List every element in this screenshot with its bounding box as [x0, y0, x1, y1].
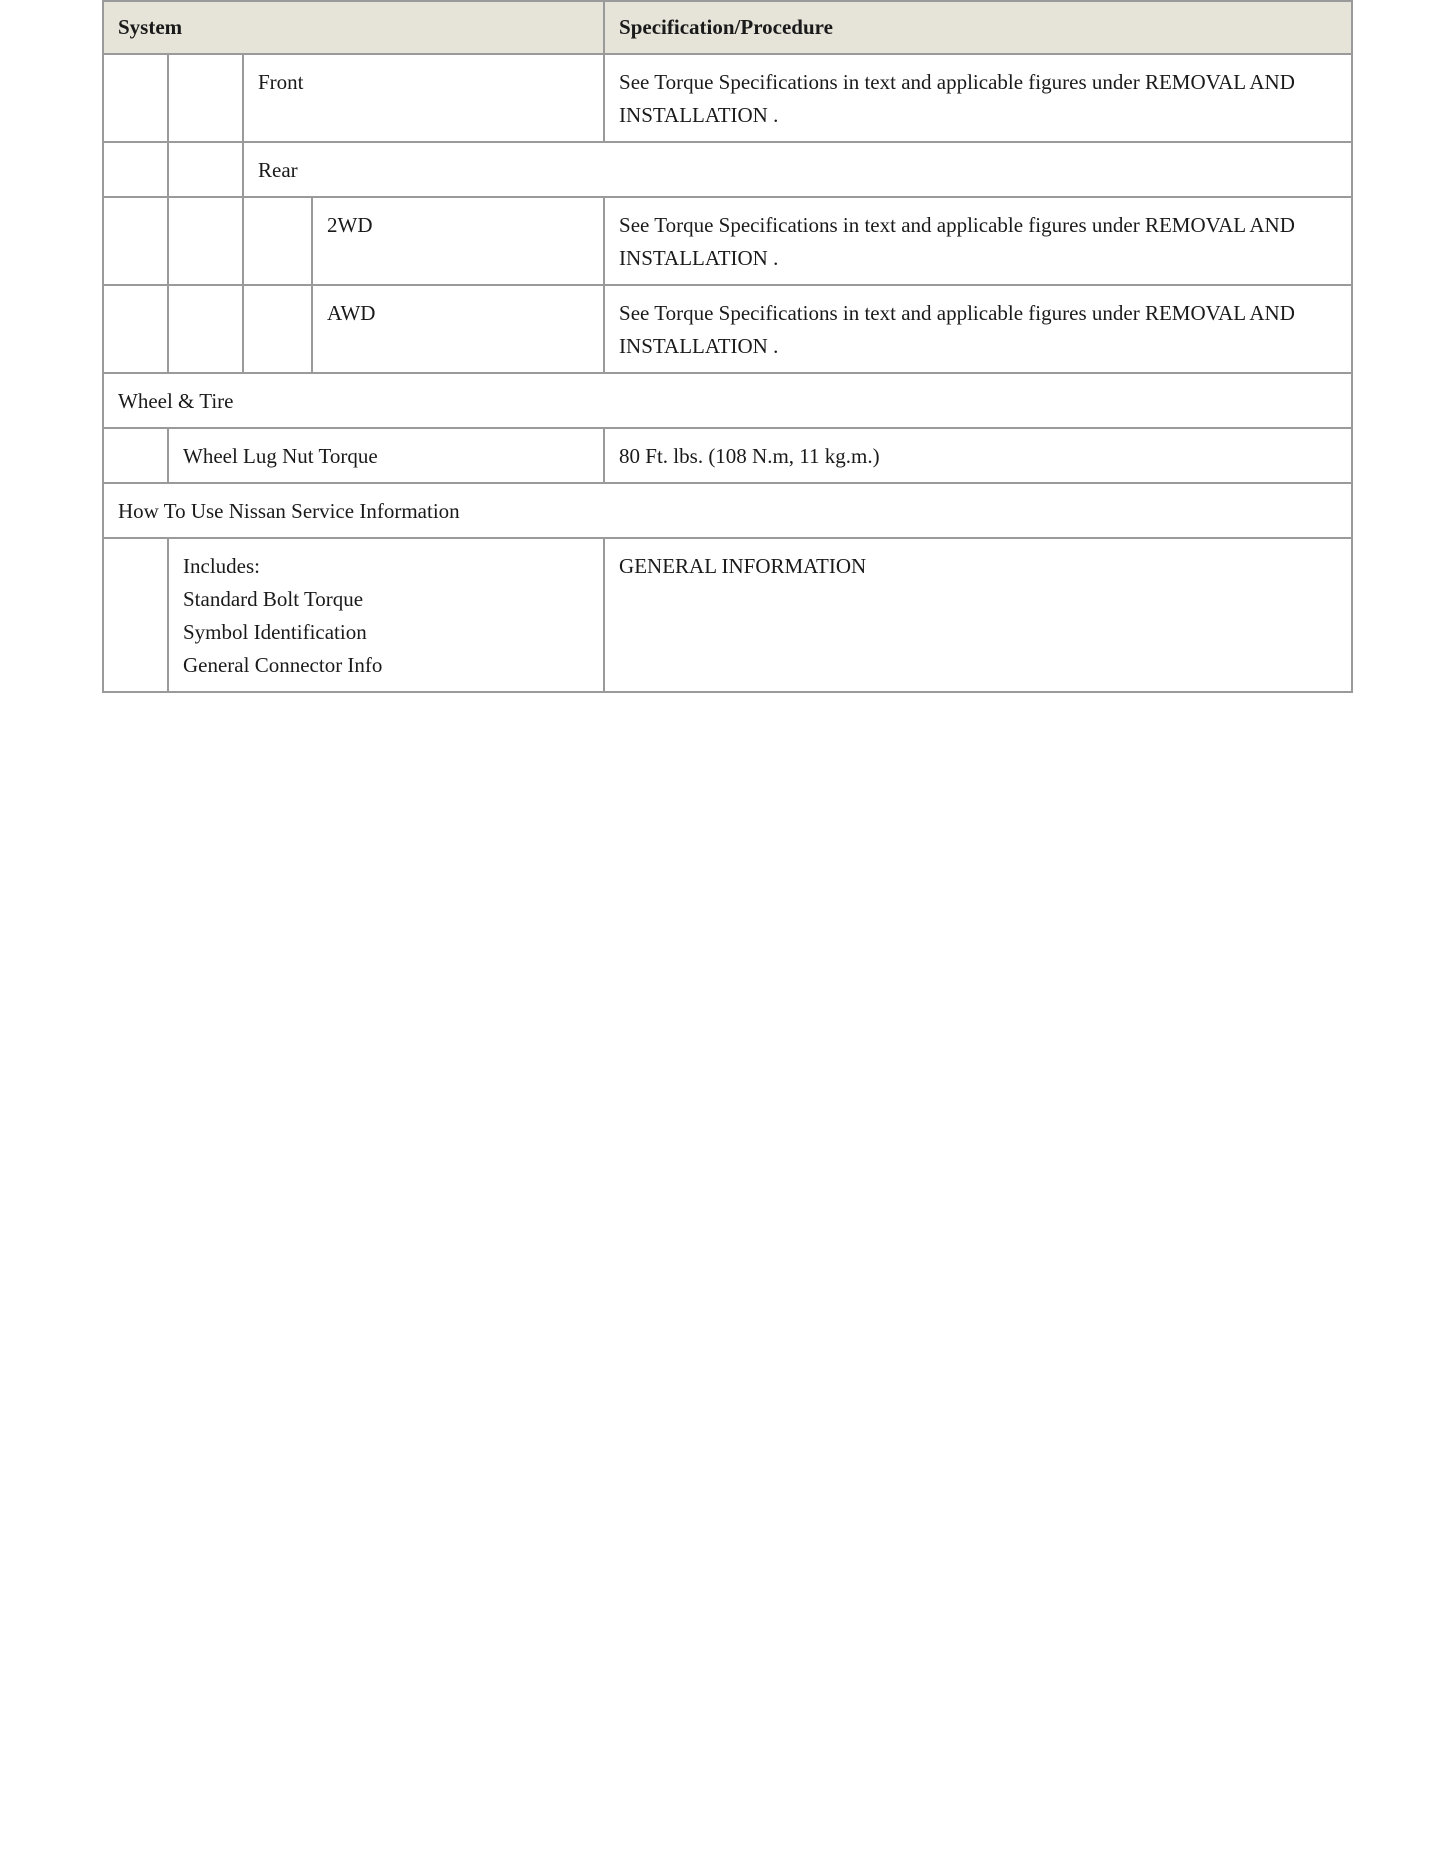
table-row-wheel-tire: [103, 373, 1352, 428]
spec-table: [102, 0, 1353, 693]
row-spec-lug-nut: 80 Ft. lbs. (108 N.m, 11 kg.m.): [604, 428, 1352, 483]
header-system: System: [103, 1, 604, 54]
indent-cell: [168, 285, 243, 373]
row-label-awd: AWD: [312, 285, 604, 373]
section-label-wheel-tire: Wheel & Tire: [103, 373, 1352, 428]
table-row-rear: [103, 142, 1352, 197]
row-spec-front: See Torque Specifications in text and applicable figures under REMOVAL AND INSTALLATION .: [604, 54, 1352, 142]
table-header-row: [103, 1, 1352, 54]
includes-line: Symbol Identification: [183, 620, 367, 644]
indent-cell: [168, 54, 243, 142]
indent-cell: [103, 428, 168, 483]
indent-cell: [168, 197, 243, 285]
indent-cell: [243, 197, 312, 285]
table-row-how-to-use: [103, 483, 1352, 538]
includes-line: Includes:: [183, 554, 260, 578]
row-spec-awd: See Torque Specifications in text and applicable figures under REMOVAL AND INSTALLATION .: [604, 285, 1352, 373]
section-label-how-to-use: How To Use Nissan Service Information: [103, 483, 1352, 538]
row-label-lug-nut: Wheel Lug Nut Torque: [168, 428, 604, 483]
indent-cell: [103, 54, 168, 142]
row-spec-2wd: See Torque Specifications in text and applicable figures under REMOVAL AND INSTALLATION .: [604, 197, 1352, 285]
includes-line: Standard Bolt Torque: [183, 587, 364, 611]
indent-cell: [103, 142, 168, 197]
row-label-2wd: 2WD: [312, 197, 604, 285]
includes-line: General Connector Info: [183, 653, 383, 677]
table-row-lug-nut: [103, 428, 1352, 483]
indent-cell: [243, 285, 312, 373]
table-row-front: [103, 54, 1352, 142]
table-row-rear-awd: [103, 285, 1352, 373]
header-spec: Specification/Procedure: [604, 1, 1352, 54]
row-label-rear: Rear: [243, 142, 1352, 197]
table-row-includes: [103, 538, 1352, 692]
row-spec-includes: GENERAL INFORMATION: [604, 538, 1352, 692]
row-label-includes: [168, 538, 604, 692]
indent-cell: [103, 197, 168, 285]
indent-cell: [168, 142, 243, 197]
indent-cell: [103, 538, 168, 692]
table-row-rear-2wd: [103, 197, 1352, 285]
row-label-front: Front: [243, 54, 604, 142]
indent-cell: [103, 285, 168, 373]
